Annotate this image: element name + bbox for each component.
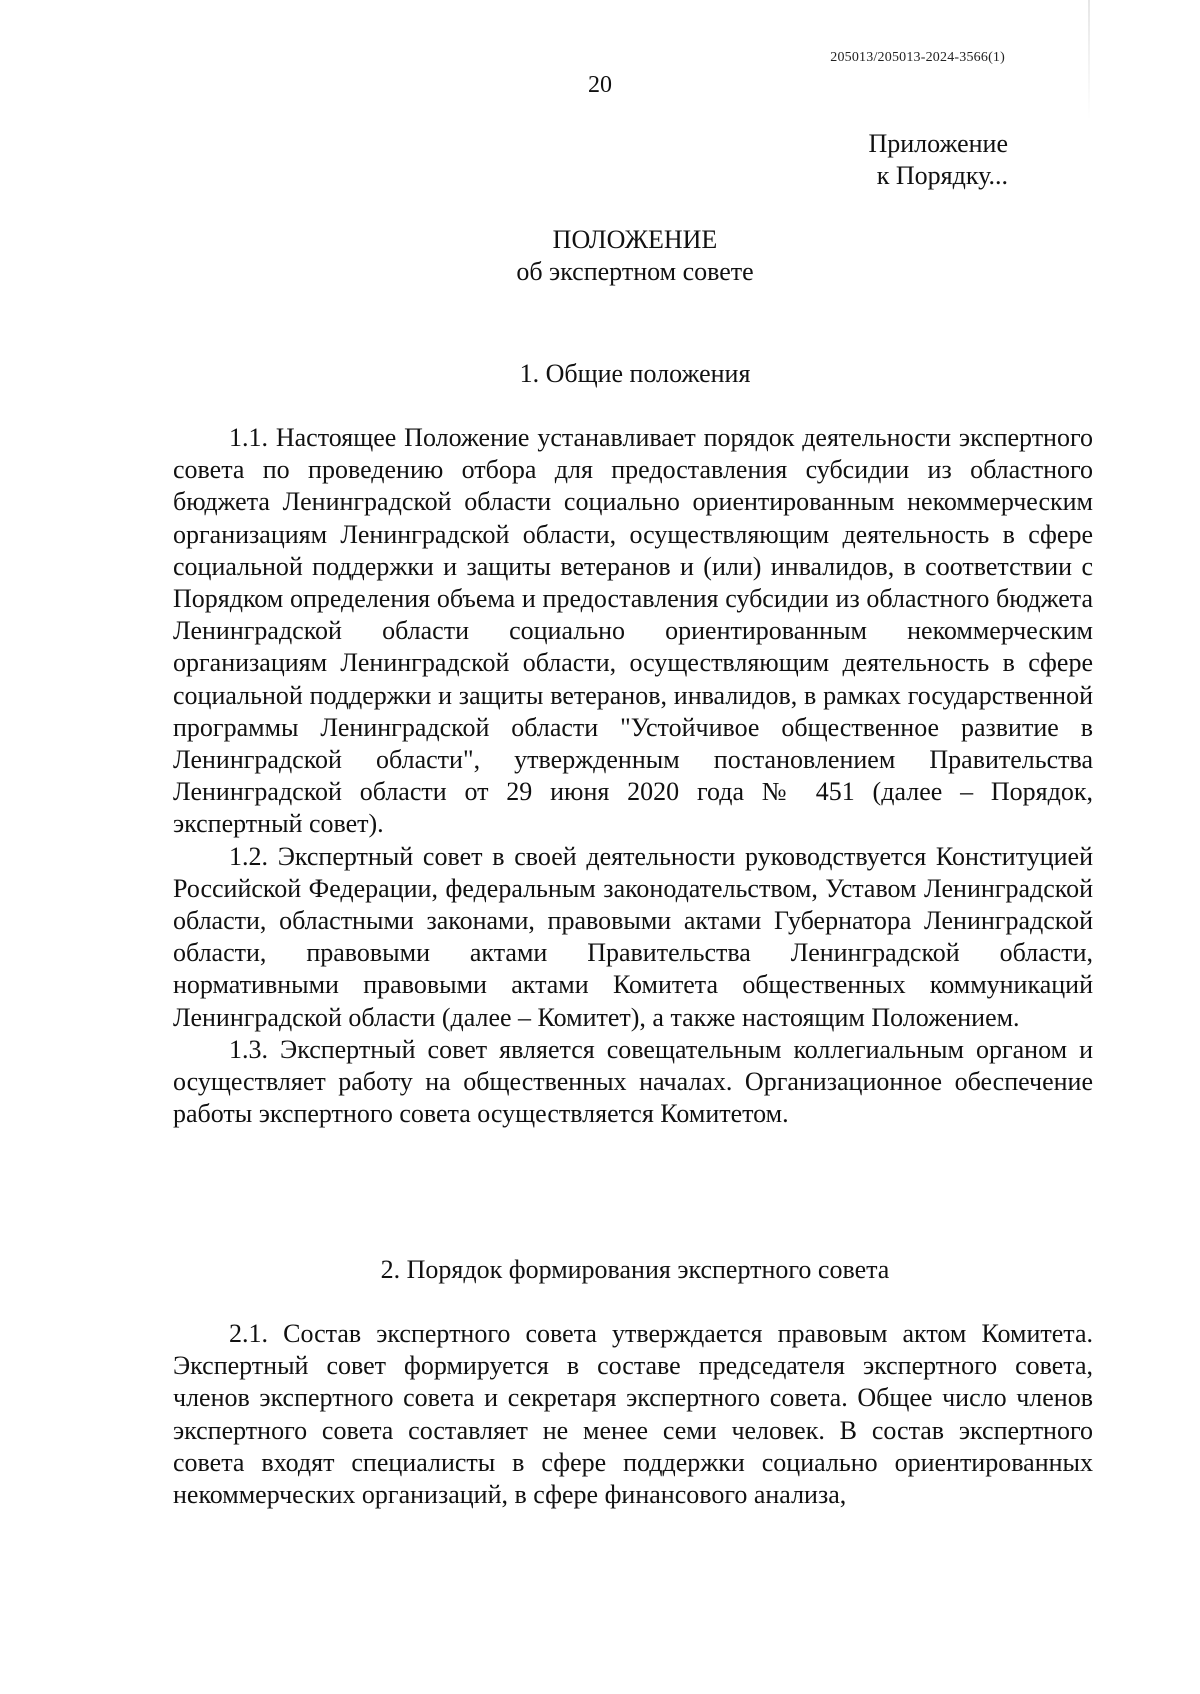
section-heading-2: 2. Порядок формирования экспертного совета — [380, 1255, 890, 1284]
paragraph-1-3: 1.3. Экспертный совет является совещательным коллегиальным органом и осуществляет работу на общественных началах. Организационное обеспечение работы экспертного совета осуществляется Комитетом. — [173, 1034, 1093, 1129]
scan-artifact — [1088, 0, 1090, 120]
section-heading-1: 1. Общие положения — [519, 359, 751, 388]
document-title-main: ПОЛОЖЕНИЕ — [552, 225, 718, 254]
document-title — [0, 224, 1200, 288]
document-id: 205013/205013-2024-3566(1) — [830, 50, 1005, 65]
appendix-line-2: к Порядку... — [876, 161, 1008, 190]
paragraph-1-1: 1.1. Настоящее Положение устанавливает порядок деятельности экспертного совета по проведению отбора для предоставления субсидии из областного бюджета Ленинградской области социально ориентированным некоммерческим организациям Ленинградской области, осуществляющим деятельность в сфере социальной поддержки и защиты ветеранов и (или) инвалидов, в соответствии с Порядком определения объема и предоставления субсидии из областного бюджета Ленинградской области социально ориентированным некоммерческим организациям Ленинградской области, осуществляющим деятельность в сфере социальной поддержки и защиты ветеранов, инвалидов, в рамках государственной программы Ленинградской области "Устойчивое общественное развитие в Ленинградской области", утвержденным постановлением Правительства Ленинградской области от 29 июня 2020 года № 451 (далее – Порядок, экспертный совет). — [173, 423, 1093, 839]
paragraph-1-2: 1.2. Экспертный совет в своей деятельности руководствуется Конституцией Российской Федерации, федеральным законодательством, Уставом Ленинградской области, областными законами, правовыми актами Губернатора Ленинградской области, правовыми актами Правительства Ленинградской области, нормативными правовыми актами Комитета общественных коммуникаций Ленинградской области (далее – Комитет), а также настоящим Положением. — [173, 841, 1093, 1032]
page-number: 20 — [588, 72, 612, 98]
paragraph-2-1: 2.1. Состав экспертного совета утверждается правовым актом Комитета. Экспертный совет формируется в составе председателя экспертного совета, членов экспертного совета и секретаря экспертного совета. Общее число членов экспертного совета составляет не менее семи человек. В состав экспертного совета входят специалисты в сфере поддержки социально ориентированных некоммерческих организаций, в сфере финансового анализа, — [173, 1319, 1093, 1510]
section-1-body — [173, 422, 1093, 1130]
appendix-line-1: Приложение — [868, 129, 1008, 158]
appendix-reference — [868, 128, 1008, 192]
section-2-body — [173, 1318, 1093, 1511]
document-title-sub: об экспертном совете — [516, 257, 754, 286]
